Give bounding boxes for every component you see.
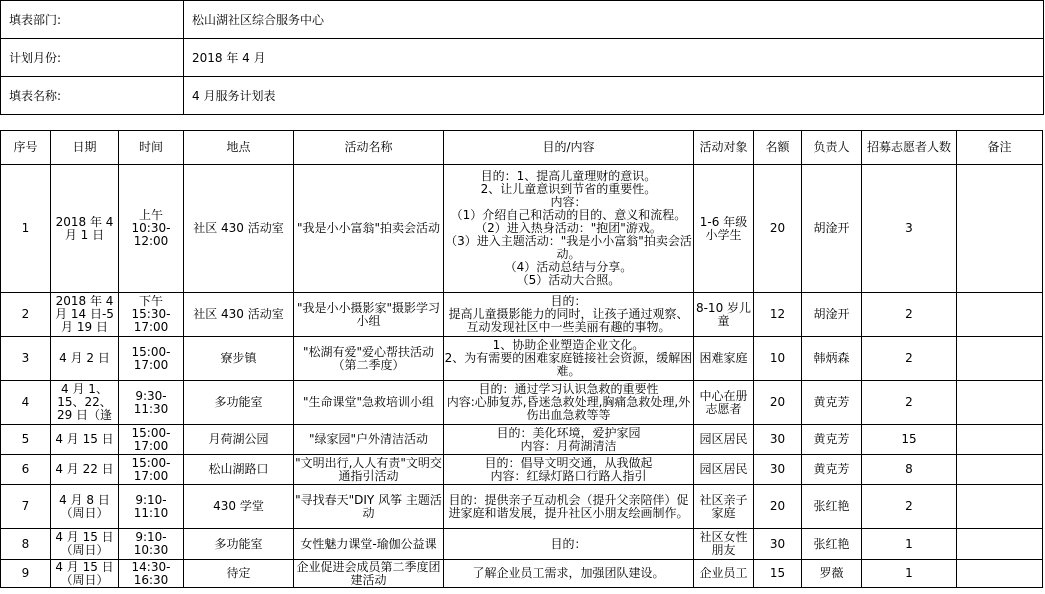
cell-place-text: 待定 <box>226 567 251 580</box>
cell-volunteers <box>862 381 957 425</box>
cell-place-text: 多功能室 <box>214 537 263 551</box>
cell-no-text: 6 <box>21 463 30 476</box>
cell-no <box>1 381 51 425</box>
cell-remark <box>957 165 1043 293</box>
cell-leader <box>802 455 862 485</box>
cell-target-text: 社区女性朋友 <box>699 531 748 557</box>
cell-quota-text: 20 <box>769 500 786 513</box>
cell-date-text: 2018 年 4 月 14 日-5 月 19 日 <box>55 295 114 334</box>
cell-volunteers-text: 2 <box>905 396 913 409</box>
cell-time <box>119 425 184 455</box>
cell-date <box>51 425 119 455</box>
cell-quota <box>754 425 802 455</box>
cell-activity-name-text: "寻找春天"DIY 风筝 主题活动 <box>295 493 442 520</box>
cell-quota <box>754 529 802 560</box>
cell-target <box>694 337 754 381</box>
cell-no-text: 7 <box>21 500 30 513</box>
cell-time <box>119 337 184 381</box>
cell-time <box>119 165 184 293</box>
cell-place-text: 社区 430 活动室 <box>193 308 284 321</box>
cell-leader <box>802 381 862 425</box>
cell-activity-name <box>294 425 444 455</box>
cell-remark <box>957 337 1043 381</box>
cell-date-text: 4 月 15 日（周日） <box>55 531 114 557</box>
cell-date-text: 4 月 8 日（周日） <box>59 493 110 520</box>
cell-target <box>694 165 754 293</box>
cell-leader-text: 黄克芳 <box>813 463 850 476</box>
cell-volunteers-text: 2 <box>905 352 913 365</box>
cell-volunteers-text: 1 <box>905 567 913 580</box>
cell-no-text: 9 <box>21 567 30 580</box>
cell-place <box>184 455 294 485</box>
month-label: 计划月份: <box>1 39 184 77</box>
cell-purpose-content <box>444 529 694 560</box>
cell-remark <box>957 293 1043 337</box>
cell-activity-name <box>294 485 444 529</box>
cell-leader-text: 胡淦开 <box>813 308 850 321</box>
cell-time-text: 下午 15:30-17:00 <box>131 295 171 334</box>
cell-quota-text: 12 <box>769 308 786 321</box>
cell-target <box>694 529 754 560</box>
cell-volunteers <box>862 293 957 337</box>
cell-target <box>694 485 754 529</box>
col-header-purpose-content: 目的/内容 <box>444 131 694 165</box>
cell-purpose-content <box>444 165 694 293</box>
cell-target-text: 园区居民 <box>699 463 748 476</box>
cell-activity-name-text: "松湖有爱"爱心帮扶活动（第二季度） <box>302 345 435 372</box>
cell-activity-name <box>294 529 444 560</box>
cell-activity-name-text: "我是小小富翁"拍卖会活动 <box>296 222 441 235</box>
cell-volunteers <box>862 337 957 381</box>
cell-place <box>184 165 294 293</box>
cell-time-text: 15:00-17:00 <box>131 456 171 483</box>
cell-target-text: 1-6 年级小学生 <box>699 215 748 242</box>
cell-time-text: 9:10-10:30 <box>133 531 169 557</box>
cell-remark <box>957 455 1043 485</box>
cell-target-text: 中心在册志愿者 <box>699 389 748 416</box>
cell-no <box>1 485 51 529</box>
cell-quota-text: 30 <box>769 433 786 446</box>
col-header-leader: 负责人 <box>802 131 862 165</box>
cell-volunteers-text: 2 <box>905 308 913 321</box>
cell-date <box>51 165 119 293</box>
cell-leader-text: 罗薇 <box>819 567 844 580</box>
cell-leader-text: 黄克芳 <box>813 433 850 446</box>
cell-purpose-content-text: 目的：通过学习认识急救的重要性 内容:心肺复苏,昏迷急救处理,胸痛急救处理,外伤出血急救等等 <box>446 383 691 422</box>
form-name-row <box>1 77 1044 115</box>
cell-remark <box>957 485 1043 529</box>
cell-date-text: 2018 年 4 月 1 日 <box>55 215 114 242</box>
cell-no <box>1 337 51 381</box>
cell-activity-name <box>294 293 444 337</box>
cell-purpose-content-text: 目的：美化环境，爱护家园 内容：月荷湖清洁 <box>496 426 641 453</box>
cell-target-text: 困难家庭 <box>699 352 748 365</box>
cell-date <box>51 529 119 560</box>
cell-purpose-content-text: 了解企业员工需求，加强团队建设。 <box>472 567 665 580</box>
cell-time-text: 9:10-11:10 <box>133 493 169 520</box>
cell-time <box>119 293 184 337</box>
cell-remark <box>957 560 1043 588</box>
month-row <box>1 39 1044 77</box>
cell-date-text: 4 月 15 日（周日） <box>55 560 114 587</box>
cell-leader-text: 黄克芳 <box>813 396 850 409</box>
cell-time <box>119 485 184 529</box>
cell-place <box>184 529 294 560</box>
cell-quota-text: 30 <box>769 537 786 551</box>
cell-no-text: 4 <box>21 396 30 409</box>
cell-leader-text: 张红艳 <box>813 537 850 551</box>
cell-quota <box>754 560 802 588</box>
cell-place <box>184 381 294 425</box>
table-row <box>1 381 1043 425</box>
department-value: 松山湖社区综合服务中心 <box>184 1 1044 39</box>
col-header-activity-name: 活动名称 <box>294 131 444 165</box>
cell-target <box>694 455 754 485</box>
cell-purpose-content <box>444 381 694 425</box>
cell-purpose-content <box>444 337 694 381</box>
cell-quota-text: 20 <box>769 222 786 235</box>
cell-time-text: 上午 10:30-12:00 <box>131 209 171 248</box>
cell-purpose-content <box>444 425 694 455</box>
cell-place <box>184 293 294 337</box>
cell-time-text: 15:00-17:00 <box>131 426 171 453</box>
cell-date <box>51 485 119 529</box>
cell-date <box>51 381 119 425</box>
cell-no-text: 5 <box>21 433 30 446</box>
cell-place <box>184 485 294 529</box>
table-row <box>1 529 1043 560</box>
cell-date <box>51 337 119 381</box>
cell-volunteers <box>862 485 957 529</box>
cell-purpose-content <box>444 293 694 337</box>
cell-no <box>1 529 51 560</box>
cell-remark <box>957 529 1043 560</box>
cell-activity-name <box>294 560 444 588</box>
form-name-value: 4 月服务计划表 <box>184 77 1044 115</box>
cell-volunteers <box>862 165 957 293</box>
table-row <box>1 293 1043 337</box>
cell-activity-name <box>294 337 444 381</box>
cell-time <box>119 455 184 485</box>
cell-purpose-content-text: 目的：倡导文明交通，从我做起 内容：红绿灯路口行路人指引 <box>484 456 653 483</box>
table-row <box>1 485 1043 529</box>
cell-volunteers <box>862 560 957 588</box>
cell-purpose-content-text: 目的：提供亲子互动机会（提升父亲陪伴）促进家庭和谐发展，提升社区小朋友绘画制作。 <box>448 493 689 520</box>
cell-purpose-content <box>444 455 694 485</box>
form-name-label: 填表名称: <box>1 77 184 115</box>
cell-date-text: 4 月 2 日 <box>59 352 110 365</box>
cell-activity-name <box>294 381 444 425</box>
cell-no-text: 2 <box>21 308 30 321</box>
cell-purpose-content-text: 目的：1、提高儿童理财的意识。 2、让儿童意识到节省的重要性。 内容： （1）介绍自己和活动的目的、意义和流程。 （2）进入热身活动："抱团"游戏。 （3）进入主题活动："我是小小富翁"拍卖会活动。 （4）活动总结与分享。 （5）活动大合照。 <box>445 170 692 287</box>
cell-no-text: 3 <box>21 352 30 365</box>
col-header-time: 时间 <box>119 131 184 165</box>
cell-place-text: 430 学堂 <box>213 500 264 513</box>
cell-volunteers-text: 1 <box>905 537 913 551</box>
cell-leader <box>802 485 862 529</box>
cell-remark <box>957 425 1043 455</box>
cell-quota <box>754 455 802 485</box>
cell-time-text: 9:30-11:30 <box>133 389 169 416</box>
table-row <box>1 165 1043 293</box>
table-row <box>1 337 1043 381</box>
cell-date-text: 4 月 22 日 <box>55 463 114 476</box>
cell-leader <box>802 560 862 588</box>
cell-no <box>1 293 51 337</box>
cell-activity-name-text: 女性魅力课堂-瑜伽公益课 <box>300 537 437 551</box>
cell-target-text: 企业员工 <box>699 567 748 580</box>
table-row <box>1 425 1043 455</box>
cell-time <box>119 381 184 425</box>
col-header-date: 日期 <box>51 131 119 165</box>
cell-leader-text: 胡淦开 <box>813 222 850 235</box>
cell-quota <box>754 293 802 337</box>
table-row <box>1 560 1043 588</box>
department-row <box>1 1 1044 39</box>
cell-place <box>184 560 294 588</box>
cell-quota-text: 10 <box>769 352 786 365</box>
cell-purpose-content <box>444 485 694 529</box>
col-header-target: 活动对象 <box>694 131 754 165</box>
cell-leader <box>802 337 862 381</box>
col-header-remark: 备注 <box>957 131 1043 165</box>
cell-volunteers-text: 2 <box>905 500 913 513</box>
cell-time <box>119 529 184 560</box>
cell-activity-name <box>294 165 444 293</box>
cell-target-text: 社区亲子家庭 <box>699 493 748 520</box>
cell-quota <box>754 165 802 293</box>
cell-place-text: 月荷湖公园 <box>208 433 269 446</box>
cell-purpose-content-text: 目的： 提高儿童摄影能力的同时，让孩子通过观察、互动发现社区中一些美丽有趣的事物。 <box>448 295 689 334</box>
cell-quota <box>754 381 802 425</box>
cell-no <box>1 560 51 588</box>
cell-purpose-content-text: 目的： <box>550 537 587 551</box>
cell-place-text: 松山湖路口 <box>208 463 269 476</box>
department-label: 填表部门: <box>1 1 184 39</box>
cell-activity-name <box>294 455 444 485</box>
cell-target <box>694 560 754 588</box>
cell-place <box>184 337 294 381</box>
cell-quota-text: 30 <box>769 463 786 476</box>
table-header-row <box>1 131 1043 165</box>
cell-leader <box>802 165 862 293</box>
cell-date-text: 4 月 15 日 <box>55 433 114 446</box>
cell-purpose-content-text: 1、协助企业塑造企业文化。 2、为有需要的困难家庭链接社会资源，缓解困难。 <box>444 339 693 378</box>
cell-remark <box>957 381 1043 425</box>
cell-target-text: 8-10 岁儿童 <box>695 301 752 328</box>
cell-volunteers <box>862 455 957 485</box>
cell-no-text: 1 <box>21 222 30 235</box>
cell-no-text: 8 <box>21 537 30 551</box>
cell-target <box>694 381 754 425</box>
month-value: 2018 年 4 月 <box>184 39 1044 77</box>
table-row <box>1 455 1043 485</box>
cell-leader <box>802 293 862 337</box>
cell-activity-name-text: "文明出行,人人有责"文明交通指引活动 <box>295 456 442 483</box>
cell-target <box>694 425 754 455</box>
cell-time <box>119 560 184 588</box>
cell-target-text: 园区居民 <box>699 433 748 446</box>
cell-no <box>1 165 51 293</box>
cell-no <box>1 455 51 485</box>
cell-volunteers-text: 8 <box>905 463 913 476</box>
cell-time-text: 15:00-17:00 <box>131 345 171 372</box>
cell-volunteers <box>862 529 957 560</box>
cell-quota <box>754 337 802 381</box>
cell-volunteers-text: 15 <box>901 433 917 446</box>
cell-purpose-content <box>444 560 694 588</box>
cell-place-text: 寮步镇 <box>220 352 257 365</box>
cell-activity-name-text: 企业促进会成员第二季度团建活动 <box>296 560 441 587</box>
cell-activity-name-text: "生命课堂"急救培训小组 <box>302 396 435 409</box>
cell-place-text: 社区 430 活动室 <box>193 222 284 235</box>
cell-activity-name-text: "绿家园"户外清洁活动 <box>308 433 429 446</box>
col-header-no: 序号 <box>1 131 51 165</box>
cell-quota <box>754 485 802 529</box>
cell-date <box>51 293 119 337</box>
cell-volunteers <box>862 425 957 455</box>
cell-leader-text: 张红艳 <box>813 500 850 513</box>
cell-volunteers-text: 3 <box>905 222 913 235</box>
col-header-place: 地点 <box>184 131 294 165</box>
cell-date <box>51 455 119 485</box>
cell-leader <box>802 529 862 560</box>
cell-no <box>1 425 51 455</box>
cell-leader-text: 韩炳森 <box>813 352 850 365</box>
col-header-quota: 名额 <box>754 131 802 165</box>
cell-place-text: 多功能室 <box>214 396 263 409</box>
cell-time-text: 14:30-16:30 <box>131 560 171 587</box>
cell-place <box>184 425 294 455</box>
cell-quota-text: 15 <box>769 567 786 580</box>
service-plan-table <box>0 130 1043 588</box>
header-info-table <box>0 0 1044 115</box>
cell-date-text: 4 月 1、15、22、29 日（逢 <box>56 383 113 422</box>
cell-quota-text: 20 <box>769 396 786 409</box>
cell-target <box>694 293 754 337</box>
col-header-volunteers: 招募志愿者人数 <box>862 131 957 165</box>
cell-activity-name-text: "我是小小摄影家"摄影学习小组 <box>296 301 441 328</box>
cell-date <box>51 560 119 588</box>
cell-leader <box>802 425 862 455</box>
